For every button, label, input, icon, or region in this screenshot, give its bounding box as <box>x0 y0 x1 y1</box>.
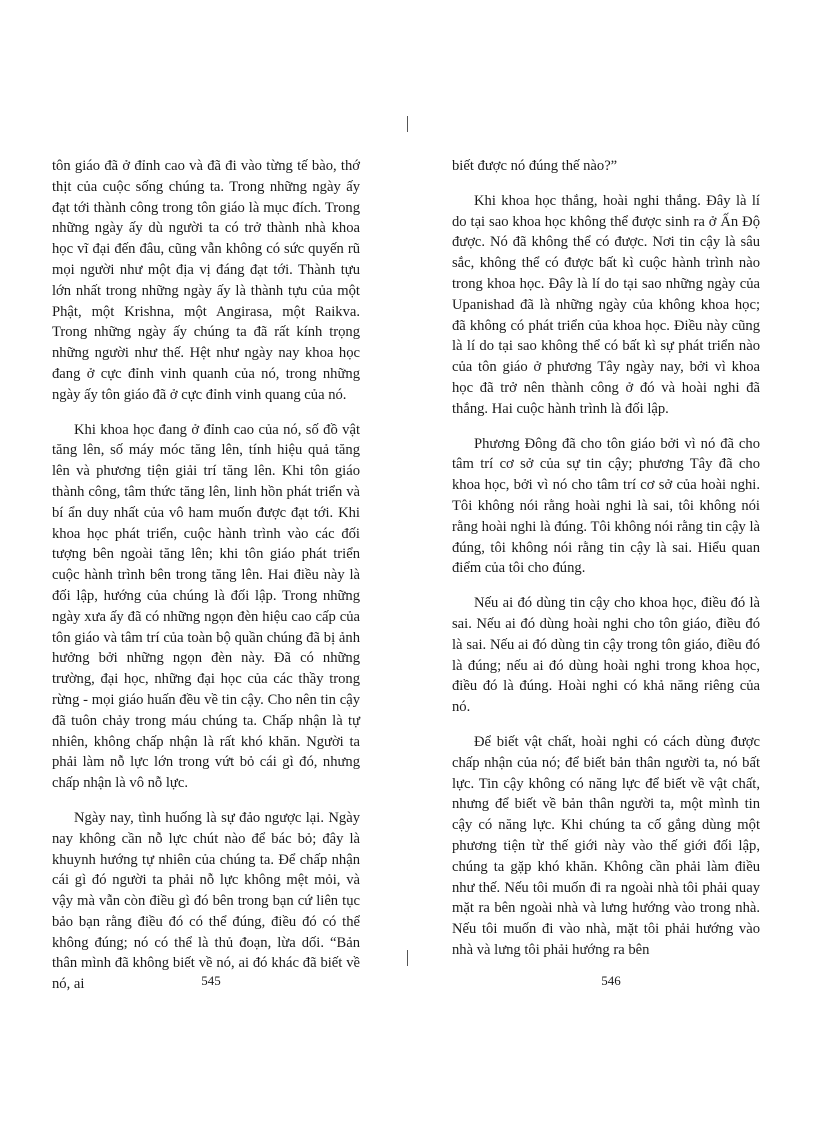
right-paragraph-1: biết được nó đúng thế nào?” <box>452 158 618 174</box>
right-paragraph-5: Để biết vật chất, hoài nghi có cách dùng được chấp nhận của nó; để biết bản thân người ta, nó bất lực. Tin cậy không có năng lực để biết về vật chất, nhưng để biết về bản thân người ta, một mình tin cậy có năng lực. Khi chúng ta cố gắng dùng một phương tiện từ thế giới này vào thế giới đối lập, chúng ta gặp khó khăn. Không cần phải làm điều như thế. Nếu tôi muốn đi ra ngoài nhà tôi phải quay mặt ra bên ngoài nhà và lưng hướng vào trong nhà. Nếu tôi muốn đi vào nhà, mặt tôi phải hướng vào nhà và lưng tôi phải hướng ra bên <box>452 733 760 958</box>
left-paragraph-2: Khi khoa học đang ở đỉnh cao của nó, số đồ vật tăng lên, số máy móc tăng lên, tính hiệu quả tăng lên và phương tiện giải trí tăng lên. Khi tôn giáo thành công, tâm thức tăng lên, linh hồn phát triển và bí ẩn duy nhất của vô ham muốn được đạt tới. Khi khoa học phát triển, cuộc hành trình vào các đối tượng bên ngoài tăng lên; khi tôn giáo phát triển cuộc hành trình bên trong tăng lên. Hai điều này là đối lập, hướng của chúng là đối lập. Trong những ngày xưa ấy đã có những ngọn đèn hiệu cao cấp của tôn giáo và tâm trí của toàn bộ quần chúng đã bị ảnh hưởng bởi những ngọn đèn này. Đã có những trường, đại học, những đại học của các thầy trong rừng - mọi giáo huấn đều về tin cậy. Cho nên tin cậy đã tuôn chảy trong máu chúng ta. Chấp nhận là tự nhiên, không chấp nhận là rất khó khăn. Người ta phải làm nỗ lực lớn trong vứt bỏ cái gì đó, nhưng chấp nhận là vô nỗ lực. <box>52 421 360 792</box>
left-paragraph-1: tôn giáo đã ở đỉnh cao và đã đi vào từng tế bào, thớ thịt của cuộc sống chúng ta. Trong những ngày ấy đạt tới thành công trong tôn giáo là mục đích. Trong những ngày ấy dù người ta có trở thành nhà khoa học vĩ đại đến đâu, cũng vẫn không có sức quyến rũ mọi người như một địa vị đáng đạt tới. Thành tựu lớn nhất trong những ngày ấy là thành tựu của một Phật, một Krishna, một Angirasa, một Raikva. Trong những ngày ấy chúng ta đã rất kính trọng những người như thế. Hệt như ngày nay khoa học đang ở cực đỉnh vinh quanh của nó, trong những ngày ấy tôn giáo đã ở cực đỉnh vinh quang của nó. <box>52 158 360 403</box>
right-paragraph-4: Nếu ai đó dùng tin cậy cho khoa học, điều đó là sai. Nếu ai đó dùng hoài nghi cho tôn giáo, điều đó là sai. Nếu ai đó dùng tin cậy trong tôn giáo, điều đó là đúng; nếu ai đó dùng hoài nghi trong khoa học, điều đó là đúng. Hoài nghi có khả năng riêng của nó. <box>452 595 760 716</box>
left-page-number: 545 <box>201 973 221 988</box>
left-page-text <box>52 156 360 1009</box>
right-paragraph-2: Khi khoa học thắng, hoài nghi thắng. Đây là lí do tại sao khoa học không thể được sinh ra ở Ấn Độ được. Nó đã không thể có được. Nơi tin cậy là sâu sắc, không thể có được bất kì cuộc hành trình nào trong khoa học. Đây là lí do tại sao những ngày của Upanishad đã là những ngày của không khoa học; đã không có phát triển của khoa học. Điều này cũng là lí do tại sao không thể có bất kì sự phát triển nào của tôn giáo ở phương Tây ngày nay, bởi vì khoa học đã trở nên thành công ở đó và hoài nghi đã thắng. Hai cuộc hành trình là đối lập. <box>452 192 760 417</box>
right-page-text <box>452 156 760 975</box>
right-paragraph-3: Phương Đông đã cho tôn giáo bởi vì nó đã cho tâm trí cơ sở của sự tin cậy; phương Tây đã cho khoa học, bởi vì nó cho tâm trí cơ sở của hoài nghi. Tôi không nói rằng hoài nghi là sai, tôi không nói rằng hoài nghi là đúng. Tôi không nói rằng tin cậy là đúng, tôi không nói rằng tin cậy là sai. Hiểu quan điểm của tôi cho đúng. <box>452 435 760 577</box>
spine-divider-bottom <box>407 950 408 966</box>
left-paragraph-3: Ngày nay, tình huống là sự đảo ngược lại. Ngày nay không cần nỗ lực chút nào để bác bỏ; đây là khuynh hướng tự nhiên của chúng ta. Để chấp nhận cái gì đó người ta phải nỗ lực không mệt mỏi, và vậy mà vẫn còn điều gì đó bên trong bạn cứ liên tục bảo bạn rằng điều đó có thể đúng, điều đó có thể không đúng; nó có thể là thủ đoạn, lừa dối. “Bản thân mình đã không biết về nó, ai đó khác đã biết về nó, ai <box>52 809 360 993</box>
right-page-number: 546 <box>601 973 621 988</box>
spine-divider-top <box>407 116 408 132</box>
